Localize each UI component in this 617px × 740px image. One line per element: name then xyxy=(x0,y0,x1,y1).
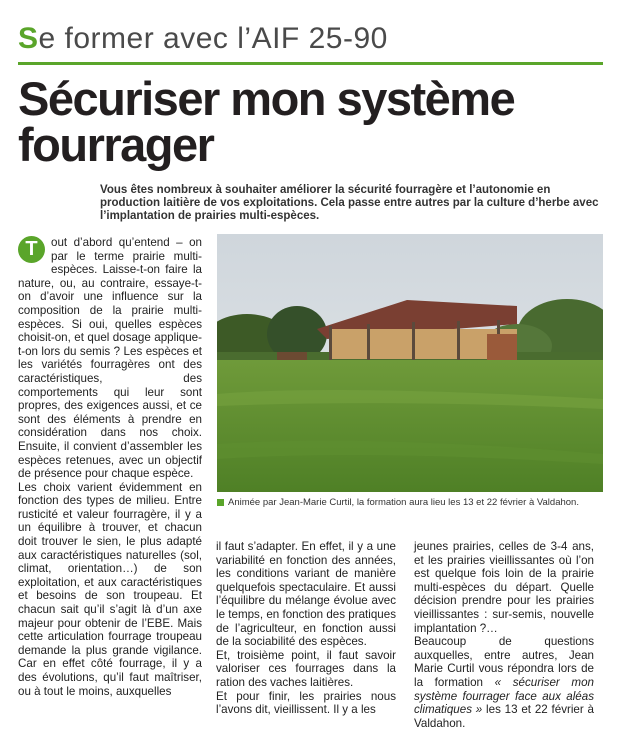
photo-caption xyxy=(217,497,603,508)
caption-text: Animée par Jean-Marie Curtil, la formation aura lieu les 13 et 22 février à Valdahon. xyxy=(228,497,579,508)
kicker-text xyxy=(18,22,603,56)
col3-paragraph-1: jeunes prairies, celles de 3-4 ans, et les prairies vieillissantes où l’on est quelque fois loin de la prairie multi-espèces du départ. Quelle décision prendre pour les prairies vieillissantes : sur-semis, nouvelle implantation ?… xyxy=(414,540,594,635)
kicker-initial: S xyxy=(18,22,39,55)
text-column-1 xyxy=(18,236,202,698)
col3-p2-text-a: Beaucoup de questions auxquelles, entre autres, Jean Marie Curtil vous répondra lors de la formation xyxy=(414,635,594,689)
text-column-3 xyxy=(414,540,594,730)
text-column-2 xyxy=(216,540,396,717)
article-headline xyxy=(18,72,603,171)
col3-p2-text-b: les 13 et 22 février à Valdahon. xyxy=(414,703,594,730)
col3-paragraph-2 xyxy=(414,635,594,730)
col1-paragraph-2: Les choix varient évidemment en fonction des types de milieu. Entre rusticité et valeur fourragère, il y a un équilibre à trouver, et chacun doit trouver le sien, le plus adapté aux caractéristiques naturelles (sol, climat, orientation…) de son exploitation, et aux caractéristiques et besoins de son troupeau. Et chacun sait qu’il s’agit là d’un axe majeur pour obtenir de l’EBE. Mais cette articulation fourrage troupeau demande la plus grande vigilance. Car en effet côté fourrage, il y a des évolutions, qu’il faut maîtriser, ou à tout le moins, auxquelles xyxy=(18,480,202,698)
section-kicker xyxy=(18,22,603,58)
col2-paragraph-3: Et pour finir, les prairies nous l’avons dit, vieillissent. Il y a les xyxy=(216,689,396,717)
col2-paragraph-1: il faut s’adapter. En effet, il y a une variabilité en fonction des années, les conditions variant de manière quelquefois spectaculaire. Et aussi l’équilibre du mélange évolue avec le temps, en fonction des pratiques de l’agriculteur, en fonction aussi de la sociabilité des espèces. xyxy=(216,540,396,649)
headline-line1: Sécuriser mon système xyxy=(18,72,515,125)
headline-line2: fourrager xyxy=(18,118,214,171)
training-title: « sécuriser mon système fourrager face aux aléas climatiques » xyxy=(414,675,594,717)
col1-p1-text: out d’abord qu’entend – on par le terme prairie multi-espèces. Laisse-t-on faire la nature, ou, au contraire, essaye-t-on d’avoir une influence sur la composition de la prairie multi-espèces. Si oui, quelles espèces choisit-on, et quel dosage applique-t-on lors du semis ? Les espèces et les variétés fourragères ont des caractéristiques, des comportements qui leur sont propres, des exigences aussi, et ce sont des éléments à prendre en considération dans nos choix. Ensuite, il convient d’assembler les espèces retenues, avec un objectif de présence pour chaque espèce. xyxy=(18,236,202,481)
kicker-rule xyxy=(18,62,603,65)
drop-cap: T xyxy=(18,236,45,263)
kicker-rest: e former avec l’AIF 25-90 xyxy=(38,22,388,55)
col2-paragraph-2: Et, troisième point, il faut savoir valoriser ces fourrages dans la ration des vaches laitières. xyxy=(216,648,396,689)
barn-photo-image xyxy=(217,234,603,492)
col1-paragraph-1 xyxy=(18,236,202,481)
article-lead: Vous êtes nombreux à souhaiter améliorer la sécurité fourragère et l’autonomie en production laitière de vos exploitations. Cela passe entre autres par la culture d’herbe avec l’implantation de prairies multi-espèces. xyxy=(100,184,599,222)
barn-photo xyxy=(217,234,603,492)
caption-square-icon xyxy=(217,499,224,506)
